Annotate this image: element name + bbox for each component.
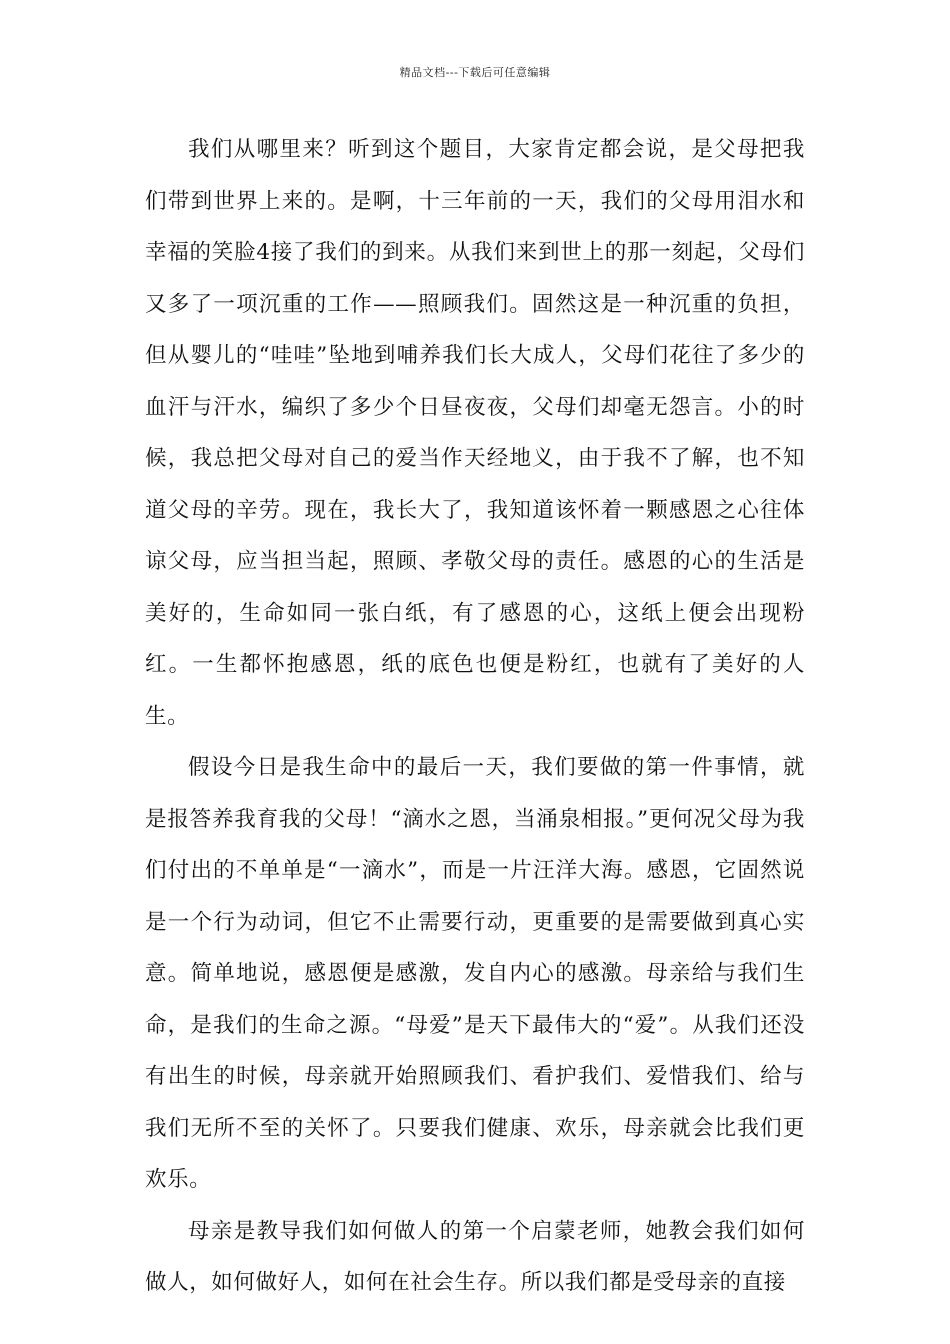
- paragraph-3: 母亲是教导我们如何做人的第一个启蒙老师，她教会我们如何做人，如何做好人，如何在社会生存。所以我们都是受母亲的直接: [145, 1218, 805, 1295]
- paragraph-2: 假设今日是我生命中的最后一天，我们要做的第一件事情，就是报答养我育我的父母！“滴水之恩，当涌泉相报。”更何况父母为我们付出的不单单是“一滴水”，而是一片汪洋大海。感恩，它固然说是一个行为动词，但它不止需要行动，更重要的是需要做到真心实意。简单地说，感恩便是感激，发自内心的感激。母亲给与我们生命，是我们的生命之源。“母爱”是天下最伟大的“爱”。从我们还没有出生的时候，母亲就开始照顾我们、看护我们、爱惜我们、给与我们无所不至的关怀了。只要我们健康、欢乐，母亲就会比我们更欢乐。: [145, 755, 805, 1192]
- document-body: [145, 124, 805, 1309]
- page-header: 精品文档---下载后可任意编辑: [399, 66, 551, 79]
- paragraph-1: 我们从哪里来？听到这个题目，大家肯定都会说，是父母把我们带到世界上来的。是啊，十三年前的一天，我们的父母用泪水和幸福的笑脸4接了我们的到来。从我们来到世上的那一刻起，父母们又多了一项沉重的工作——照顾我们。固然这是一种沉重的负担，但从婴儿的“哇哇”坠地到哺养我们长大成人，父母们花往了多少的血汗与汗水，编织了多少个日昼夜夜，父母们却毫无怨言。小的时候，我总把父母对自己的爱当作天经地义，由于我不了解，也不知道父母的辛劳。现在，我长大了，我知道该怀着一颗感恩之心往体谅父母，应当担当起，照顾、孝敬父母的责任。感恩的心的生活是美好的，生命如同一张白纸，有了感恩的心，这纸上便会出现粉红。一生都怀抱感恩，纸的底色也便是粉红，也就有了美好的人生。: [145, 137, 805, 729]
